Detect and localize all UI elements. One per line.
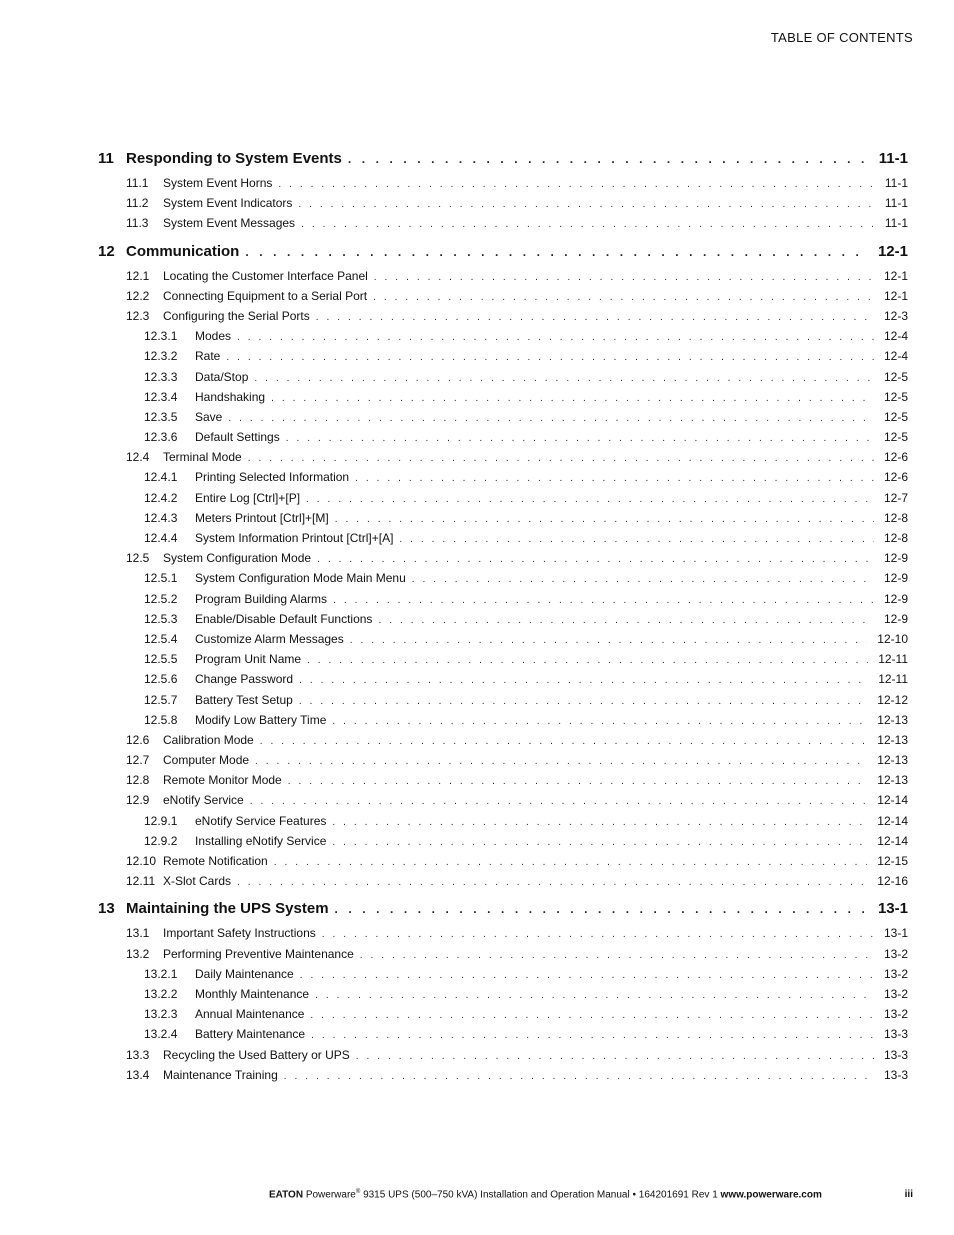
toc-entry-page: 12-7 [883, 490, 908, 505]
toc-entry-title: System Configuration Mode Main Menu [195, 571, 406, 586]
toc-entry-number: 12.6 [126, 732, 150, 747]
toc-dot-leader [378, 615, 874, 626]
toc-entry-number: 12.5.6 [144, 672, 178, 687]
toc-entry-title: Battery Maintenance [195, 1027, 306, 1042]
toc-entry-page: 12-5 [883, 409, 908, 424]
toc-entry-title: System Information Printout [Ctrl]+[A] [195, 531, 394, 545]
toc-entry-number: 12.2 [126, 288, 150, 303]
toc-section-entry[interactable] [98, 672, 908, 692]
toc-entry-number: 12.3.4 [144, 389, 178, 404]
toc-entry-title: Customize Alarm Messages [195, 631, 344, 646]
toc-dot-leader [315, 990, 874, 1001]
toc-dot-leader [284, 1071, 874, 1082]
toc-section-entry[interactable] [98, 216, 908, 236]
toc-section-entry[interactable] [98, 753, 908, 773]
toc-entry-title: Locating the Customer Interface Panel [163, 268, 368, 283]
toc-section-entry[interactable] [98, 926, 908, 946]
toc-entry-page: 12-4 [883, 329, 908, 344]
toc-entry-title: Annual Maintenance [195, 1007, 305, 1022]
toc-entry-title: Program Unit Name [195, 652, 302, 667]
toc-entry-title: Responding to System Events [126, 150, 342, 167]
toc-dot-leader [278, 179, 874, 190]
toc-dot-leader [317, 554, 874, 565]
toc-entry-title: Printing Selected Information [195, 470, 350, 485]
toc-dot-leader [322, 929, 874, 940]
toc-section-entry[interactable] [98, 390, 908, 410]
toc-entry-page: 12-10 [877, 631, 908, 646]
toc-dot-leader [335, 514, 874, 525]
toc-entry-title: Calibration Mode [163, 732, 254, 747]
toc-section-entry[interactable] [98, 511, 908, 531]
toc-entry-number: 12.3.5 [144, 409, 178, 424]
toc-entry-title: Maintenance Training [163, 1067, 278, 1082]
toc-entry-title: Remote Monitor Mode [163, 773, 282, 788]
toc-section-entry[interactable] [98, 987, 908, 1007]
toc-entry-page: 12-12 [877, 692, 908, 707]
toc-entry-number: 13.2.4 [144, 1027, 178, 1042]
toc-entry-title: Meters Printout [Ctrl]+[M] [195, 510, 329, 525]
toc-section-entry[interactable] [98, 450, 908, 470]
toc-dot-leader [356, 1051, 874, 1062]
toc-entry-page: 12-13 [877, 732, 908, 747]
toc-dot-leader [237, 877, 867, 888]
toc-entry-number: 12.8 [126, 773, 150, 788]
toc-dot-leader [301, 219, 875, 230]
toc-entry-title: Data/Stop [195, 369, 249, 384]
toc-entry-page: 12-14 [877, 833, 908, 848]
toc-section-entry[interactable] [98, 713, 908, 733]
toc-entry-page: 12-15 [877, 854, 908, 868]
toc-entry-number: 11.2 [126, 196, 149, 211]
toc-entry-page: 12-1 [877, 242, 908, 260]
toc-entry-title: Daily Maintenance [195, 966, 294, 981]
toc-section-entry[interactable] [98, 196, 908, 216]
toc-entry-title: Save [195, 409, 223, 424]
toc-entry-title: Handshaking [195, 389, 266, 404]
toc-entry-number: 12.4.1 [144, 470, 178, 485]
toc-section-entry[interactable] [98, 269, 908, 289]
toc-entry-page: 13-2 [883, 1007, 908, 1022]
toc-entry-title: Connecting Equipment to a Serial Port [163, 288, 368, 303]
toc-section-entry[interactable] [98, 854, 908, 874]
toc-dot-leader [250, 796, 868, 807]
toc-entry-title: Change Password [195, 672, 294, 687]
toc-dot-leader [310, 1010, 874, 1021]
toc-dot-leader [254, 373, 874, 384]
toc-dot-leader [299, 696, 867, 707]
toc-entry-number: 11 [98, 150, 114, 167]
footer-doc-number: 164201691 Rev 1 [638, 1189, 718, 1201]
toc-entry-page: 11-1 [884, 196, 908, 211]
toc-entry-title: Performing Preventive Maintenance [163, 946, 354, 961]
toc-dot-leader [260, 736, 868, 747]
toc-entry-number: 12.3.3 [144, 369, 178, 384]
toc-entry-page: 12-11 [878, 672, 908, 687]
toc-dot-leader [271, 393, 874, 404]
toc-entry-page: 11-1 [878, 150, 908, 167]
toc-chapter-entry[interactable] [98, 900, 908, 926]
toc-section-entry[interactable] [98, 967, 908, 987]
toc-entry-title: Battery Test Setup [195, 692, 293, 707]
toc-entry-title: X-Slot Cards [163, 874, 232, 889]
toc-entry-number: 12.9.2 [144, 833, 178, 848]
toc-entry-title: System Event Messages [163, 216, 296, 231]
toc-entry-page: 12-3 [883, 308, 908, 323]
toc-entry-title: Configuring the Serial Ports [163, 308, 310, 323]
toc-section-entry[interactable] [98, 1007, 908, 1027]
toc-section-entry[interactable] [98, 652, 908, 672]
toc-entry-number: 12.9.1 [144, 813, 178, 828]
toc-entry-title: Terminal Mode [163, 450, 242, 465]
toc-entry-page: 11-1 [884, 216, 908, 231]
toc-entry-number: 11.1 [126, 176, 149, 190]
toc-dot-leader [355, 473, 874, 484]
footer-registered-mark: ® [355, 1189, 361, 1195]
toc-entry-number: 12.5.8 [144, 712, 178, 727]
toc-entry-title: Remote Notification [163, 854, 268, 868]
toc-dot-leader [307, 655, 868, 666]
toc-entry-page: 12-6 [883, 470, 908, 485]
toc-section-entry[interactable] [98, 430, 908, 450]
toc-entry-title: Maintaining the UPS System [126, 900, 329, 918]
toc-dot-leader [350, 635, 868, 646]
toc-dot-leader [288, 776, 868, 787]
toc-entry-number: 12.4 [126, 450, 150, 465]
toc-dot-leader [332, 716, 867, 727]
toc-dot-leader [374, 272, 874, 283]
toc-chapter-entry[interactable] [98, 150, 908, 176]
toc-entry-number: 12 [98, 242, 115, 260]
toc-entry-title: Communication [126, 242, 240, 260]
toc-entry-title: System Event Indicators [163, 196, 293, 211]
footer-url-link[interactable]: www.powerware.com [720, 1189, 822, 1201]
toc-dot-leader [274, 857, 868, 868]
toc-dot-leader [226, 352, 874, 363]
toc-entry-page: 12-4 [883, 349, 908, 364]
toc-section-entry[interactable] [98, 470, 908, 490]
toc-entry-page: 13-1 [877, 900, 908, 918]
toc-dot-leader [360, 950, 874, 961]
toc-section-entry[interactable] [98, 632, 908, 652]
toc-entry-title: Program Building Alarms [195, 591, 328, 606]
toc-entry-page: 12-5 [883, 430, 908, 445]
toc-entry-number: 12.11 [126, 874, 156, 889]
toc-entry-title: Default Settings [195, 430, 280, 445]
toc-dot-leader [228, 413, 874, 424]
toc-section-entry[interactable] [98, 176, 908, 196]
toc-entry-number: 12.4.2 [144, 490, 178, 505]
toc-entry-title: Modify Low Battery Time [195, 712, 327, 727]
toc-entry-page: 12-9 [883, 571, 908, 586]
toc-dot-leader [245, 245, 864, 259]
toc-section-entry[interactable] [98, 834, 908, 854]
toc-entry-number: 13.2.3 [144, 1007, 178, 1022]
toc-entry-page: 13-2 [883, 966, 908, 981]
toc-section-entry[interactable] [98, 1068, 908, 1088]
toc-chapter-entry[interactable] [98, 243, 908, 269]
toc-section-entry[interactable] [98, 370, 908, 390]
toc-entry-number: 12.10 [126, 854, 157, 868]
toc-entry-title: Enable/Disable Default Functions [195, 611, 373, 626]
toc-entry-page: 12-13 [877, 773, 908, 788]
toc-dot-leader [248, 453, 874, 464]
toc-section-entry[interactable] [98, 793, 908, 813]
toc-entry-number: 13.1 [126, 926, 150, 941]
toc-entry-number: 12.4.4 [144, 531, 178, 545]
toc-entry-page: 12-16 [877, 874, 908, 889]
toc-section-entry[interactable] [98, 309, 908, 329]
toc-dot-leader [286, 433, 874, 444]
toc-section-entry[interactable] [98, 1027, 908, 1047]
toc-entry-title: Recycling the Used Battery or UPS [163, 1047, 350, 1062]
toc-section-entry[interactable] [98, 531, 908, 551]
toc-entry-number: 12.5.3 [144, 611, 178, 626]
toc-entry-number: 12.3.6 [144, 430, 178, 445]
toc-entry-page: 12-9 [883, 591, 908, 606]
toc-entry-title: eNotify Service Features [195, 813, 327, 828]
toc-entry-title: Important Safety Instructions [163, 926, 316, 941]
toc-entry-number: 12.3.1 [144, 329, 178, 344]
toc-entry-title: System Configuration Mode [163, 551, 312, 566]
toc-entry-title: Rate [195, 349, 221, 364]
toc-entry-page: 12-5 [883, 389, 908, 404]
toc-entry-page: 12-13 [877, 753, 908, 768]
footer-product: Powerware [305, 1189, 356, 1201]
toc-section-entry[interactable] [98, 1048, 908, 1068]
toc-entry-page: 12-14 [877, 793, 908, 808]
toc-dot-leader [335, 902, 864, 916]
toc-entry-number: 13.4 [126, 1067, 150, 1082]
toc-entry-page: 13-2 [883, 986, 908, 1001]
page-header-title: TABLE OF CONTENTS [770, 30, 913, 45]
toc-dot-leader [412, 574, 874, 585]
toc-entry-number: 13.2.2 [144, 986, 178, 1001]
toc-dot-leader [306, 494, 874, 505]
toc-entry-number: 13.2 [126, 946, 150, 961]
toc-dot-leader [255, 756, 867, 767]
toc-section-entry[interactable] [98, 733, 908, 753]
toc-entry-page: 13-1 [883, 926, 908, 941]
toc-entry-page: 12-6 [883, 450, 908, 465]
toc-entry-page: 12-5 [883, 369, 908, 384]
toc-entry-number: 12.5.7 [144, 692, 178, 707]
toc-section-entry[interactable] [98, 612, 908, 632]
toc-entry-title: Installing eNotify Service [195, 833, 327, 848]
toc-entry-number: 12.5.1 [144, 571, 178, 586]
toc-section-entry[interactable] [98, 551, 908, 571]
toc-entry-number: 12.7 [126, 753, 150, 768]
toc-entry-number: 13 [98, 900, 115, 918]
toc-entry-page: 11-1 [884, 176, 908, 190]
toc-section-entry[interactable] [98, 491, 908, 511]
toc-entry-page: 13-3 [883, 1067, 908, 1082]
footer-brand: EATON [268, 1189, 304, 1201]
toc-section-entry[interactable] [98, 773, 908, 793]
toc-section-entry[interactable] [98, 410, 908, 430]
toc-entry-number: 12.1 [126, 268, 150, 283]
toc-entry-number: 12.5.4 [144, 631, 178, 646]
footer-bullet: • [632, 1189, 637, 1201]
toc-dot-leader [299, 675, 868, 686]
toc-entry-page: 12-9 [883, 611, 908, 626]
toc-entry-number: 12.5 [126, 551, 150, 566]
toc-entry-number: 13.2.1 [144, 966, 178, 981]
toc-dot-leader [311, 1030, 874, 1041]
toc-section-entry[interactable] [98, 693, 908, 713]
toc-entry-number: 12.3 [126, 308, 150, 323]
toc-dot-leader [399, 534, 874, 545]
toc-section-entry[interactable] [98, 329, 908, 349]
toc-section-entry[interactable] [98, 289, 908, 309]
toc-dot-leader [333, 595, 874, 606]
toc-dot-leader [298, 199, 874, 210]
toc-dot-leader [348, 152, 865, 166]
toc-entry-page: 12-9 [883, 551, 908, 566]
toc-entry-number: 12.3.2 [144, 349, 178, 364]
toc-section-entry[interactable] [98, 571, 908, 591]
toc-entry-page: 12-14 [877, 813, 908, 828]
toc-entry-page: 12-8 [883, 510, 908, 525]
toc-dot-leader [300, 970, 874, 981]
toc-dot-leader [332, 817, 867, 828]
toc-dot-leader [316, 312, 874, 323]
toc-section-entry[interactable] [98, 947, 908, 967]
toc-entry-page: 12-1 [883, 268, 908, 283]
toc-entry-page: 13-3 [883, 1047, 908, 1062]
toc-dot-leader [332, 837, 867, 848]
toc-dot-leader [373, 292, 874, 303]
toc-entry-page: 12-1 [883, 288, 908, 303]
toc-dot-leader [237, 332, 874, 343]
toc-entry-page: 12-8 [883, 531, 908, 545]
toc-entry-number: 13.3 [126, 1047, 150, 1062]
toc-entry-title: Monthly Maintenance [195, 986, 310, 1001]
toc-section-entry[interactable] [98, 592, 908, 612]
toc-entry-number: 12.4.3 [144, 510, 178, 525]
toc-entry-title: System Event Horns [163, 176, 273, 190]
toc-section-entry[interactable] [98, 814, 908, 834]
page-footer [0, 1189, 913, 1200]
toc-section-entry[interactable] [98, 874, 908, 894]
toc-entry-number: 12.5.2 [144, 591, 178, 606]
toc-entry-number: 11.3 [126, 216, 149, 231]
toc-entry-page: 13-2 [883, 946, 908, 961]
toc-entry-title: Modes [195, 329, 232, 344]
toc-entry-number: 12.5.5 [144, 652, 178, 667]
toc-entry-page: 12-11 [878, 652, 908, 667]
toc-entry-page: 12-13 [877, 712, 908, 727]
toc-entry-number: 12.9 [126, 793, 150, 808]
toc-entry-title: Entire Log [Ctrl]+[P] [195, 490, 301, 505]
footer-manual-title: 9315 UPS (500–750 kVA) Installation and Operation Manual [363, 1189, 630, 1201]
toc-entry-title: Computer Mode [163, 753, 250, 768]
toc-section-entry[interactable] [98, 349, 908, 369]
toc-entry-title: eNotify Service [163, 793, 244, 808]
table-of-contents [98, 148, 908, 1088]
footer-page-number: iii [904, 1189, 913, 1201]
toc-entry-page: 13-3 [883, 1027, 908, 1042]
